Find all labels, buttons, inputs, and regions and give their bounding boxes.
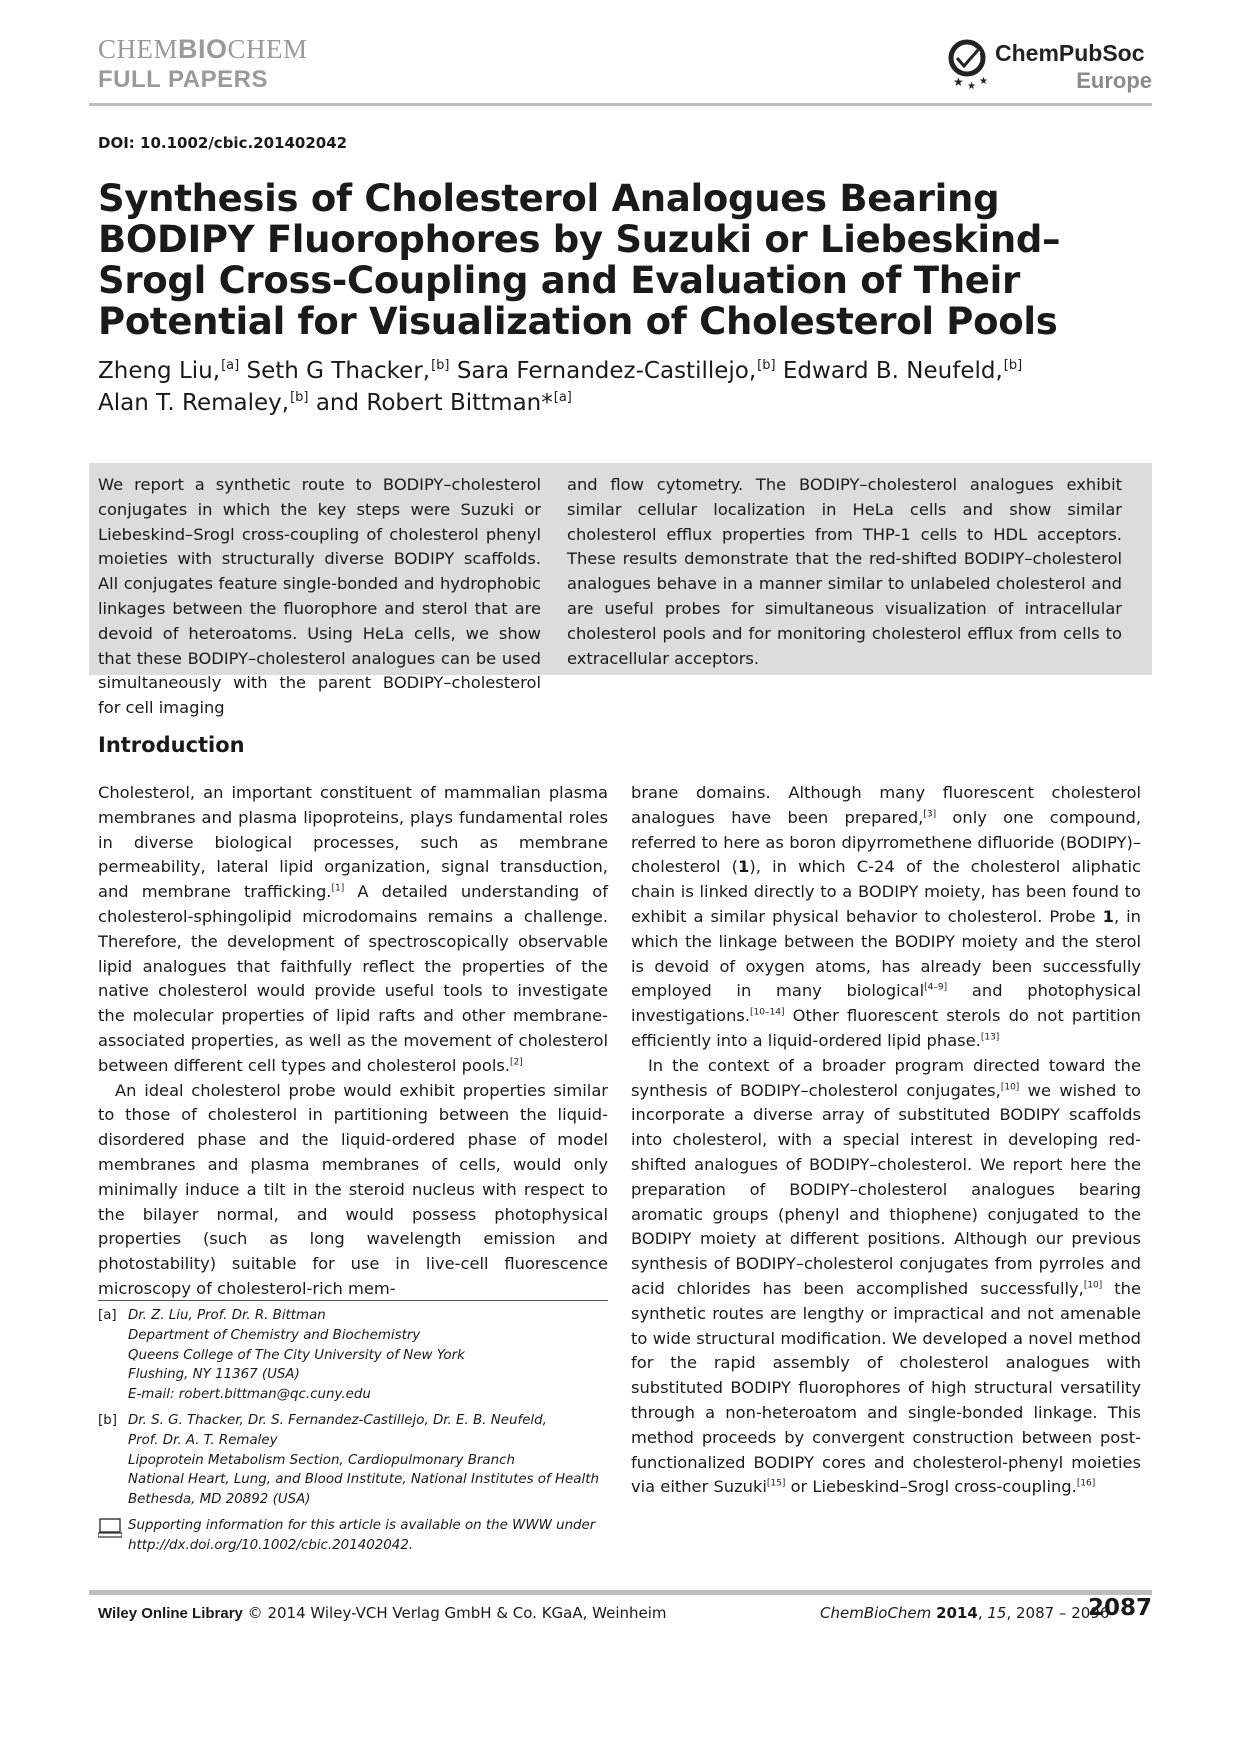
wiley-online-library-link[interactable]: Wiley Online Library [98,1605,243,1622]
author: Edward B. Neufeld,[b] [782,358,1023,384]
publisher-logo [947,36,1152,96]
paragraph: Cholesterol, an important constituent of mammalian plasma membranes and plasma lipoproteins, plays fundamental roles in diverse biological processes, such as membrane permeability, lateral lipid organization, signal transduction, and membrane trafficking.[1] A detailed understanding of cholesterol-sphingolipid microdomains remains a challenge. Therefore, the development of spectroscopically observable lipid analogues that faithfully reflect the properties of the native cholesterol would provide useful tools to investigate the molecular properties of lipid rafts and other membrane-associated properties, as well as the movement of cholesterol between different cell types and cholesterol pools.[2] [98,783,609,1075]
supporting-info: Supporting information for this article is available on the WWW under http://dx.doi.org/10.1002/cbic.201402042. [98,1516,618,1556]
header-rule [89,103,1152,106]
footer-copyright: Wiley Online Library © 2014 Wiley-VCH Verlag GmbH & Co. KGaA, Weinheim [98,1604,667,1622]
supporting-info-link[interactable]: http://dx.doi.org/10.1002/cbic.201402042. [128,1537,414,1553]
author: Alan T. Remaley,[b] [98,390,309,416]
paragraph: An ideal cholesterol probe would exhibit properties similar to those of cholesterol in partitioning between the liquid-disordered phase and the liquid-ordered phase of model membranes and plasma membranes of cells, would only minimally induce a tilt in the steroid nucleus with respect to the bilayer normal, and would possess photophysical properties (such as long wavelength emission and photostability) suitable for use in live-cell fluorescence microscopy of cholesterol-rich mem- [98,1080,608,1298]
abstract-box [89,463,1152,718]
svg-text:★: ★ [953,75,964,89]
footnotes [98,1306,618,1562]
doi: DOI: 10.1002/cbic.201402042 [98,134,348,152]
author: and Robert Bittman*[a] [315,390,572,416]
computer-icon [98,1518,122,1538]
author: Sara Fernandez-Castillejo,[b] [456,358,776,384]
paragraph: brane domains. Although many fluorescent cholesterol analogues have been prepared,[3] only one compound, referred to here as boron dipyrromethene difluoride (BODIPY)–cholesterol (1), in which C-24 of the cholesterol aliphatic chain is linked directly to a BODIPY moiety, has been found to exhibit a similar physical behavior to cholesterol. Probe 1, in which the linkage between the BODIPY moiety and the sterol is devoid of oxygen atoms, has already been successfully employed in many biological[4–9] and photophysical investigations.[10–14] Other fluorescent sterols do not partition efficiently into a liquid-ordered lipid phase.[13] [631,783,1142,1050]
svg-text:★: ★ [979,76,988,87]
author: Seth G Thacker,[b] [246,358,450,384]
abstract-right: and flow cytometry. The BODIPY–cholesterol analogues exhibit similar cellular localization in HeLa cells and show similar cholesterol efflux properties from THP-1 cells to HDL acceptors. These results demonstrate that the red-shifted BODIPY–cholesterol analogues behave in a manner similar to unlabeled cholesterol and are useful probes for simultaneous visualization of intracellular cholesterol pools and for monitoring cholesterol efflux from cells to extracellular acceptors. [567,475,1122,668]
footer-rule [89,1590,1152,1595]
abstract-left: We report a synthetic route to BODIPY–cholesterol conjugates in which the key steps were Suzuki or Liebeskind–Srogl cross-coupling of cholesterol phenyl moieties with structurally diverse BODIPY scaffolds. All conjugates feature single-bonded and hydrophobic linkages between the fluorophore and sterol that are devoid of heteroatoms. Using HeLa cells, we show that these BODIPY–cholesterol analogues can be used simultaneously with the parent BODIPY–cholesterol for cell imaging [98,475,541,718]
body-right-column [631,781,1141,1500]
publisher-sub: Europe [1076,68,1152,93]
author-list [98,355,1138,419]
publisher-name: ChemPubSoc [995,40,1145,66]
footnote-rule [98,1300,608,1301]
footer-citation: ChemBioChem 2014, 15, 2087 – 2096 [820,1604,1110,1622]
article-title: Synthesis of Cholesterol Analogues Bearing BODIPY Fluorophores by Suzuki or Liebeskind–Srogl Cross-Coupling and Evaluation of Their Potential for Visualization of Cholesterol Pools [98,177,1061,343]
svg-text:★: ★ [967,81,976,90]
section-label: FULL PAPERS [98,66,268,93]
intro-heading: Introduction [98,733,245,757]
page-number: 2087 [1087,1595,1152,1621]
affiliation-b: [b] Dr. S. G. Thacker, Dr. S. Fernandez-Castillejo, Dr. E. B. Neufeld, Prof. Dr. A. T. Remaley Lipoprotein Metabolism Section, Cardiopulmonary Branch National Heart, Lung, and Blood Institute, National Institutes of Health Bethesda, MD 20892 (USA) [98,1412,599,1508]
body-left-column [98,781,608,1302]
publisher-seal-icon [947,38,991,90]
journal-name: CHEMBIOCHEM [98,34,308,64]
author: Zheng Liu,[a] [98,358,240,384]
paragraph: In the context of a broader program directed toward the synthesis of BODIPY–cholesterol conjugates,[10] we wished to incorporate a diverse array of substituted BODIPY scaffolds into cholesterol, with a special interest in developing red-shifted analogues of BODIPY–cholesterol. We report here the preparation of BODIPY–cholesterol analogues bearing aromatic groups (phenyl and thiophene) conjugated to the BODIPY moiety at different positions. Although our previous synthesis of BODIPY–cholesterol conjugates from pyrroles and acid chlorides has been accomplished successfully,[10] the synthetic routes are lengthy or impractical and not amenable to wide structural modification. We developed a novel method for the rapid assembly of cholesterol analogues with substituted BODIPY fluorophores of high structural versatility through a non-heteroatom and single-bonded linkage. This method proceeds by convergent construction between post-functionalized BODIPY cores and cholesterol-phenyl moieties via either Suzuki[15] or Liebeskind–Srogl cross-coupling.[16] [631,1055,1141,1497]
affiliation-a: [a] Dr. Z. Liu, Prof. Dr. R. Bittman Department of Chemistry and Biochemistry Queens College of The City University of New York Flushing, NY 11367 (USA) E-mail: robert.bittman@qc.cuny.edu [98,1308,465,1403]
